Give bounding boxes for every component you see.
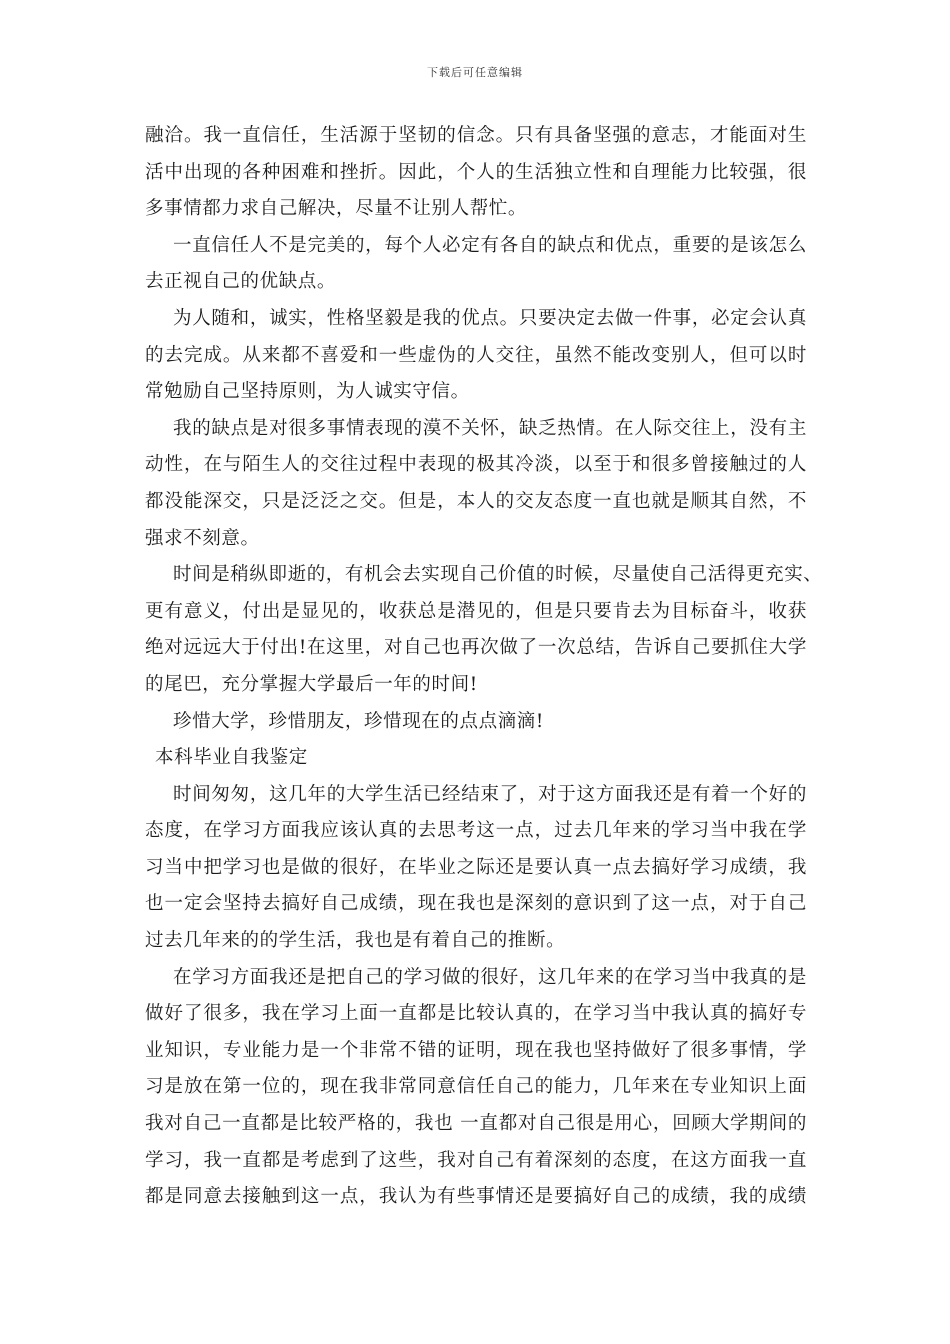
- text-line: 过去几年来的的学生活，我也是有着自己的推断。: [145, 930, 566, 952]
- text-line: 做好了很多，我在学习上面一直都是比较认真的，在学习当中我认真的搞好专: [145, 1003, 807, 1025]
- text-line: 时间匆匆，这几年的大学生活已经结束了，对于这方面我还是有着一个好的: [173, 783, 807, 805]
- text-line: 业知识，专业能力是一个非常不错的证明，现在我也坚持做好了很多事情，学: [145, 1039, 807, 1061]
- text-line: 我对自己一直都是比较严格的，我也 一直都对自己很是用心，回顾大学期间的: [145, 1113, 807, 1135]
- section-heading: 本科毕业自我鉴定: [155, 747, 308, 769]
- text-line: 在学习方面我还是把自己的学习做的很好，这几年来的在学习当中我真的是: [173, 966, 807, 988]
- text-line: 一直信任人不是完美的，每个人必定有各自的缺点和优点，重要的是该怎么: [173, 234, 807, 256]
- text-line: 绝对远远大于付出!在这里，对自己也再次做了一次总结，告诉自己要抓住大学: [145, 637, 807, 659]
- text-line: 融洽。我一直信任，生活源于坚韧的信念。只有具备坚强的意志，才能面对生: [145, 125, 807, 146]
- document-body: [145, 118, 823, 1216]
- text-line: 更有意义，付出是显见的，收获总是潜见的，但是只要肯去为目标奋斗，收获: [145, 600, 807, 622]
- text-line: 的尾巴，充分掌握大学最后一年的时间!: [145, 673, 478, 695]
- text-line: 习是放在第一位的，现在我非常同意信任自己的能力，几年来在专业知识上面: [145, 1076, 807, 1098]
- text-line: 都是同意去接触到这一点，我认为有些事情还是要搞好自己的成绩，我的成绩: [145, 1186, 807, 1208]
- text-line: 也一定会坚持去搞好自己成绩，现在我也是深刻的意识到了这一点，对于自己: [145, 893, 807, 915]
- text-line: 活中出现的各种困难和挫折。因此，个人的生活独立性和自理能力比较强，很: [145, 161, 807, 183]
- text-line: 多事情都力求自己解决，尽量不让别人帮忙。: [145, 198, 528, 220]
- text-line: 的去完成。从来都不喜爱和一些虚伪的人交往，虽然不能改变别人，但可以时: [145, 344, 807, 366]
- text-line: 都没能深交，只是泛泛之交。但是，本人的交友态度一直也就是顺其自然，不: [145, 490, 807, 512]
- text-line: 态度，在学习方面我应该认真的去思考这一点，过去几年来的学习当中我在学: [145, 820, 807, 842]
- text-line: 我的缺点是对很多事情表现的漠不关怀，缺乏热情。在人际交往上，没有主: [173, 417, 807, 439]
- text-line: 珍惜大学，珍惜朋友，珍惜现在的点点滴滴!: [173, 710, 544, 732]
- text-line: 为人随和，诚实，性格坚毅是我的优点。只要决定去做一件事，必定会认真: [173, 307, 807, 329]
- text-line: 去正视自己的优缺点。: [145, 271, 337, 293]
- text-line: 时间是稍纵即逝的，有机会去实现自己价值的时候，尽量使自己活得更充实、: [173, 564, 823, 586]
- text-line: 学习，我一直都是考虑到了这些，我对自己有着深刻的态度，在这方面我一直: [145, 1149, 807, 1171]
- text-line: 强求不刻意。: [145, 527, 260, 549]
- page-header: 下载后可任意编辑: [427, 66, 523, 79]
- text-line: 常勉励自己坚持原则，为人诚实守信。: [145, 381, 470, 403]
- text-line: 动性，在与陌生人的交往过程中表现的极其冷淡，以至于和很多曾接触过的人: [145, 454, 807, 476]
- text-line: 习当中把学习也是做的很好，在毕业之际还是要认真一点去搞好学习成绩，我: [145, 856, 807, 878]
